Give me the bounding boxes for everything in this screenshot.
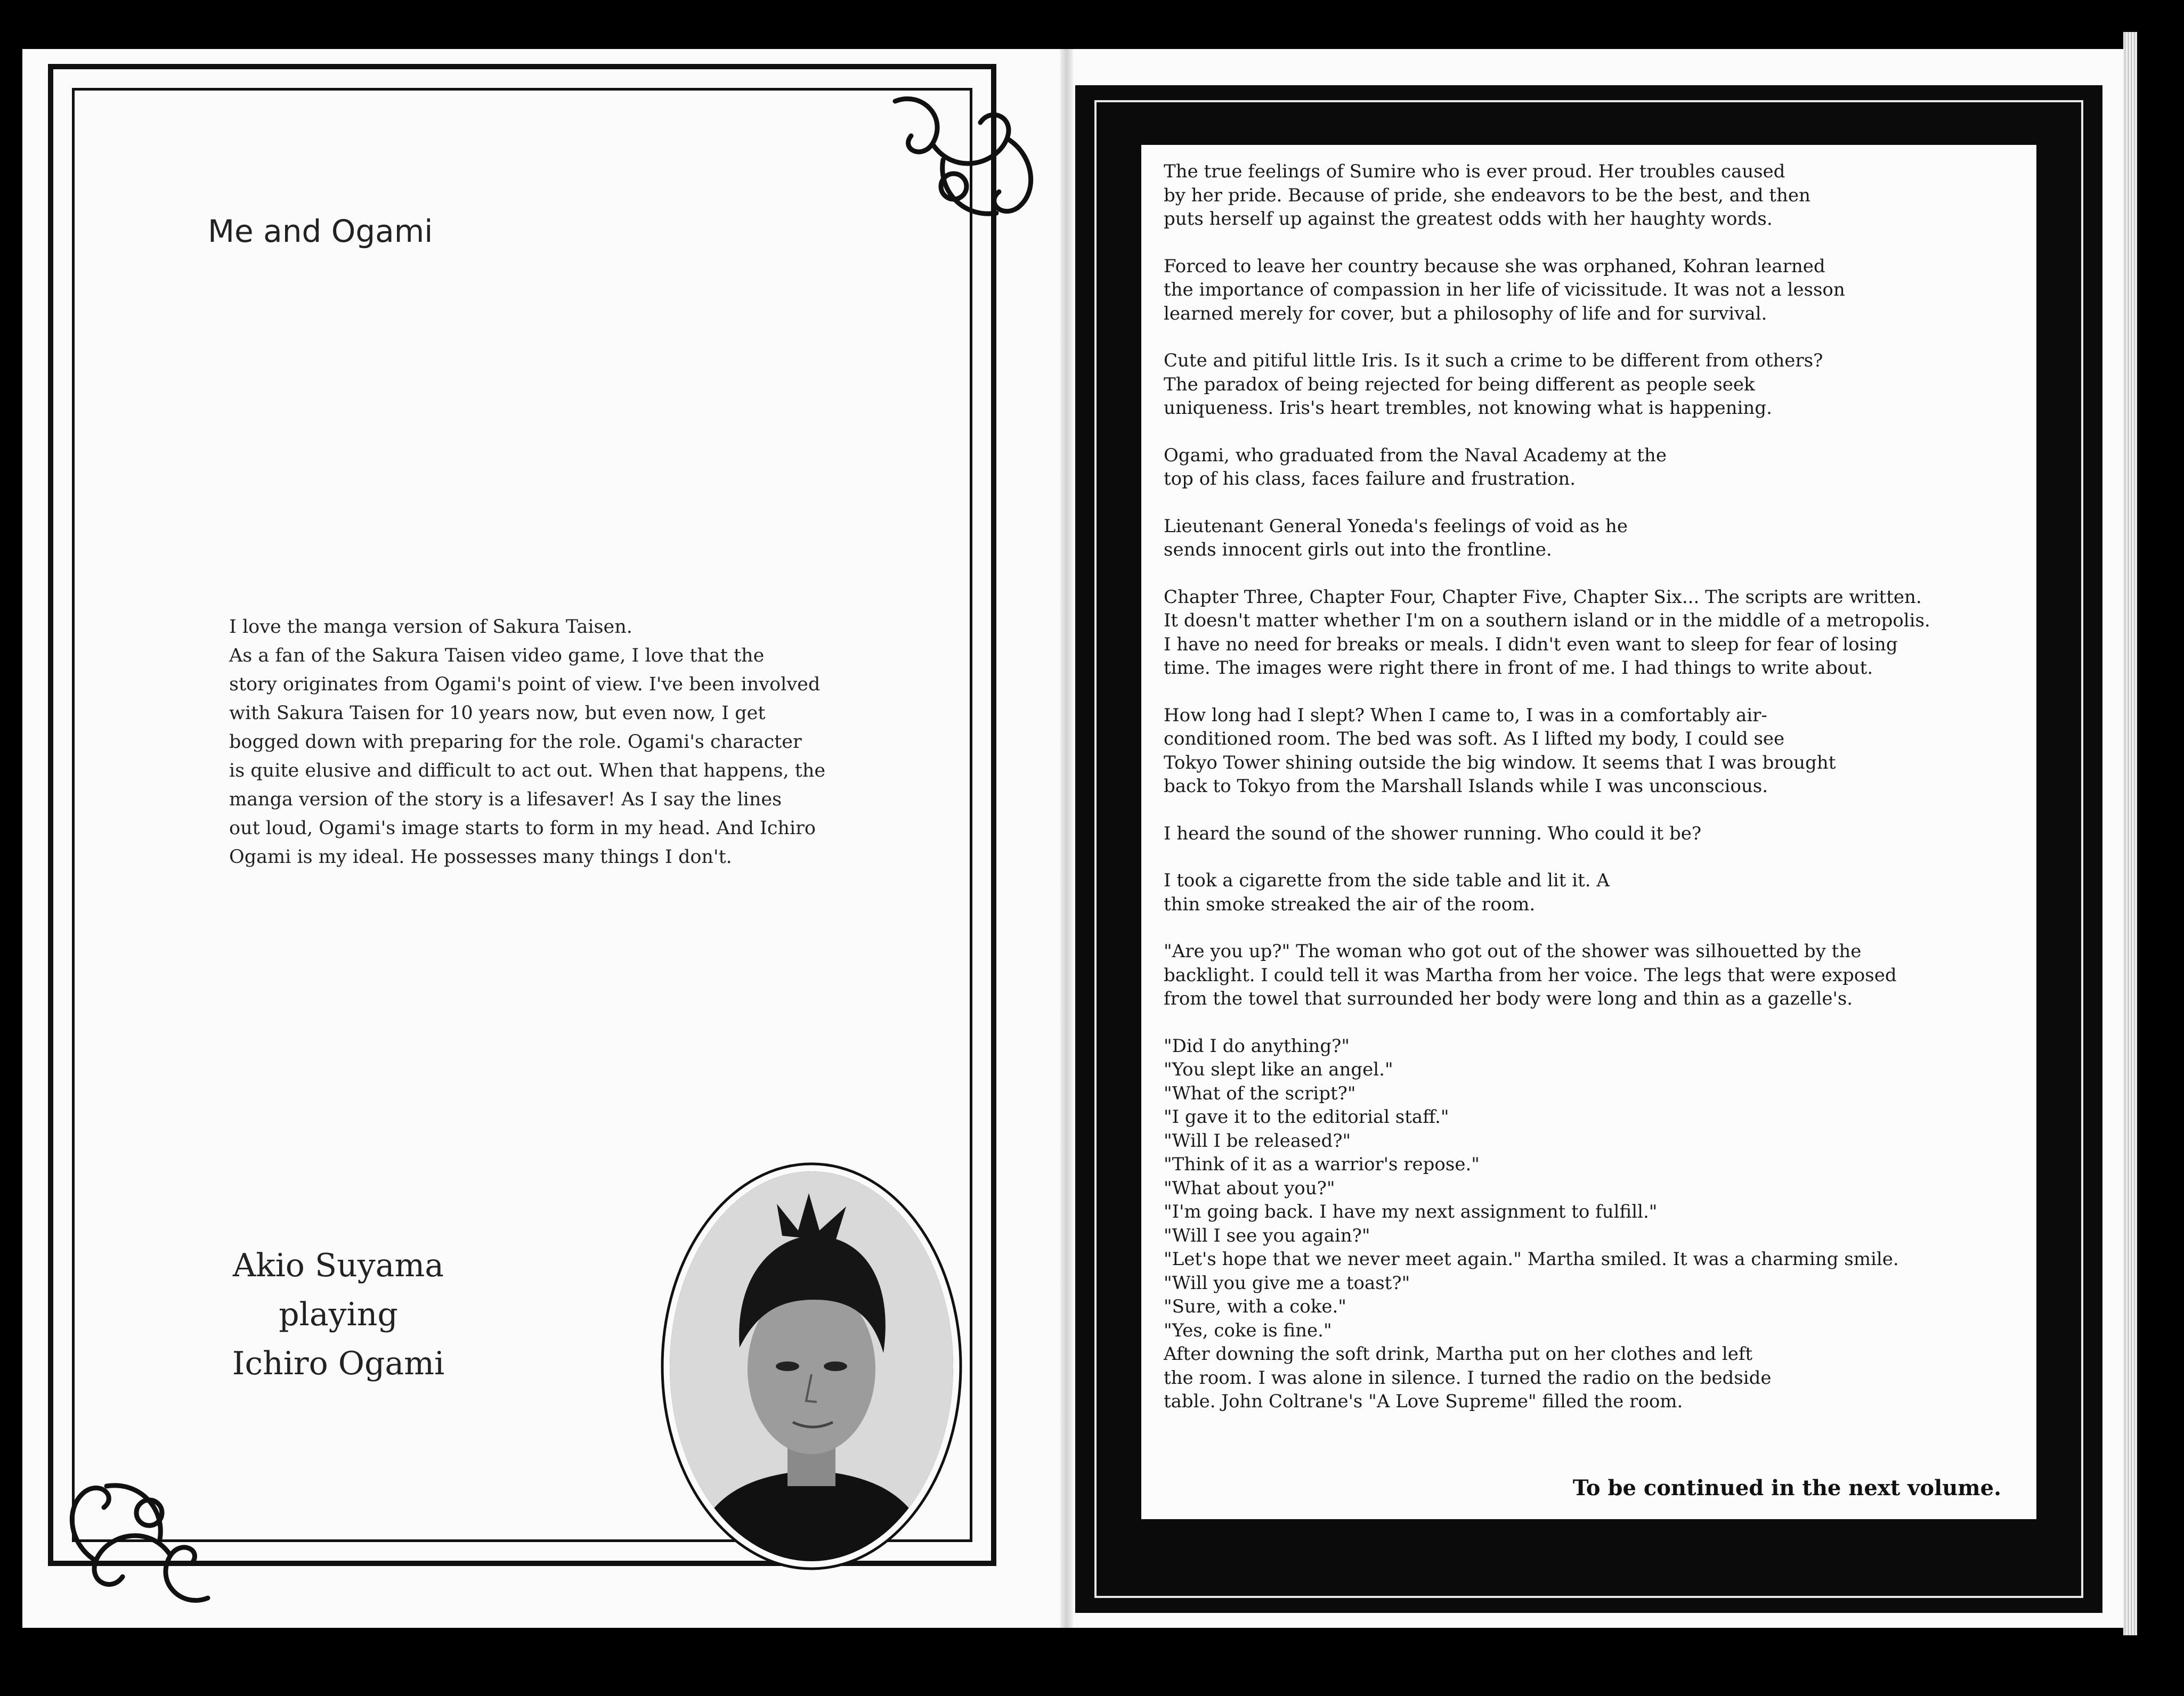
body-line: As a fan of the Sakura Taisen video game, I love that the	[229, 645, 765, 666]
dialogue-line: "Will I see you again?"	[1164, 1225, 1370, 1246]
character-name: Ichiro Ogami	[232, 1345, 445, 1382]
story-paragraph	[1164, 349, 2027, 420]
story-line: I have no need for breaks or meals. I didn't even want to sleep for fear of losing	[1164, 633, 1898, 655]
story-line: puts herself up against the greatest odds with her haughty words.	[1164, 208, 1773, 230]
dialogue-line: "I gave it to the editorial staff."	[1164, 1106, 1449, 1128]
story-line: Chapter Three, Chapter Four, Chapter Five, Chapter Six... The scripts are written.	[1164, 586, 1922, 608]
story-line: top of his class, faces failure and frustration.	[1164, 468, 1576, 490]
actor-portrait	[654, 1156, 969, 1577]
story-line: by her pride. Because of pride, she endeavors to be the best, and then	[1164, 184, 1810, 206]
story-line: Ogami, who graduated from the Naval Academy at the	[1164, 444, 1667, 466]
dialogue-line: "Think of it as a warrior's repose."	[1164, 1154, 1480, 1175]
body-line: story originates from Ogami's point of view. I've been involved	[229, 674, 821, 695]
dialogue-line: "Sure, with a coke."	[1164, 1296, 1346, 1317]
body-line: I love the manga version of Sakura Taisen.	[229, 616, 632, 638]
dialogue-line: table. John Coltrane's "A Love Supreme" filled the room.	[1164, 1391, 1683, 1412]
story-paragraph	[1164, 940, 2027, 1011]
story-line: conditioned room. The bed was soft. As I lifted my body, I could see	[1164, 728, 1785, 749]
dialogue-line: "What about you?"	[1164, 1177, 1335, 1199]
dialogue-line: "Did I do anything?"	[1164, 1035, 1350, 1057]
story-line: How long had I slept? When I came to, I was in a comfortably air-	[1164, 704, 1767, 726]
article-title: Me and Ogami	[208, 213, 433, 249]
body-line: is quite elusive and difficult to act out. When that happens, the	[229, 760, 826, 781]
story-line: sends innocent girls out into the frontline.	[1164, 539, 1552, 560]
dialogue-line: "Yes, coke is fine."	[1164, 1319, 1332, 1341]
story-paragraph	[1164, 255, 2027, 326]
left-body-text	[229, 613, 911, 871]
story-line: I heard the sound of the shower running. Who could it be?	[1164, 822, 1702, 844]
story-paragraph	[1164, 585, 2027, 680]
actor-credit	[213, 1241, 464, 1388]
body-line: Ogami is my ideal. He possesses many things I don't.	[229, 846, 732, 868]
story-paragraph	[1164, 822, 2027, 846]
dialogue-line: After downing the soft drink, Martha put on her clothes and left	[1164, 1343, 1753, 1365]
story-line: The true feelings of Sumire who is ever proud. Her troubles caused	[1164, 161, 1785, 182]
story-line: It doesn't matter whether I'm on a southern island or in the middle of a metropolis.	[1164, 610, 1930, 631]
story-paragraph	[1164, 515, 2027, 562]
story-line: thin smoke streaked the air of the room.	[1164, 893, 1536, 915]
story-line: from the towel that surrounded her body were long and thin as a gazelle's.	[1164, 988, 1853, 1009]
story-paragraph	[1164, 869, 2027, 916]
story-line: Forced to leave her country because she was orphaned, Kohran learned	[1164, 255, 1825, 277]
story-paragraph	[1164, 444, 2027, 491]
dialogue-line: the room. I was alone in silence. I turned the radio on the bedside	[1164, 1367, 1772, 1389]
dialogue-line: "I'm going back. I have my next assignment to fulfill."	[1164, 1201, 1658, 1222]
story-line: uniqueness. Iris's heart trembles, not knowing what is happening.	[1164, 397, 1772, 419]
book-spine	[1060, 49, 1073, 1628]
dialogue-line: "Let's hope that we never meet again." Martha smiled. It was a charming smile.	[1164, 1249, 1899, 1270]
flourish-bottom-left	[53, 1454, 229, 1614]
actor-playing: playing	[279, 1296, 398, 1333]
continued-note: To be continued in the next volume.	[1572, 1475, 2001, 1501]
story-line: learned merely for cover, but a philosophy of life and for survival.	[1164, 303, 1767, 324]
page-edge	[2123, 32, 2137, 1635]
dialogue-block	[1164, 1034, 2027, 1414]
story-line: backlight. I could tell it was Martha from her voice. The legs that were exposed	[1164, 964, 1897, 986]
story-line: Cute and pitiful little Iris. Is it such a crime to be different from others?	[1164, 350, 1823, 371]
story-paragraph	[1164, 160, 2027, 231]
body-line: manga version of the story is a lifesaver! As I say the lines	[229, 789, 782, 810]
story-text	[1164, 160, 2027, 1414]
dialogue-line: "Will I be released?"	[1164, 1130, 1351, 1152]
story-line: "Are you up?" The woman who got out of the shower was silhouetted by the	[1164, 941, 1862, 962]
story-paragraph	[1164, 704, 2027, 798]
story-line: Tokyo Tower shining outside the big window. It seems that I was brought	[1164, 752, 1836, 773]
dialogue-line: "What of the script?"	[1164, 1082, 1356, 1104]
story-line: Lieutenant General Yoneda's feelings of void as he	[1164, 515, 1628, 537]
story-line: the importance of compassion in her life of vicissitude. It was not a lesson	[1164, 279, 1845, 300]
story-line: back to Tokyo from the Marshall Islands while I was unconscious.	[1164, 776, 1768, 797]
story-line: I took a cigarette from the side table and lit it. A	[1164, 870, 1610, 891]
dialogue-line: "You slept like an angel."	[1164, 1059, 1393, 1080]
actor-name: Akio Suyama	[232, 1247, 444, 1284]
story-line: time. The images were right there in front of me. I had things to write about.	[1164, 657, 1873, 679]
flourish-top-right	[874, 85, 1050, 245]
body-line: with Sakura Taisen for 10 years now, but even now, I get	[229, 703, 766, 724]
body-line: out loud, Ogami's image starts to form in my head. And Ichiro	[229, 818, 816, 839]
body-line: bogged down with preparing for the role. Ogami's character	[229, 731, 802, 753]
story-line: The paradox of being rejected for being different as people seek	[1164, 373, 1755, 395]
dialogue-line: "Will you give me a toast?"	[1164, 1272, 1410, 1294]
